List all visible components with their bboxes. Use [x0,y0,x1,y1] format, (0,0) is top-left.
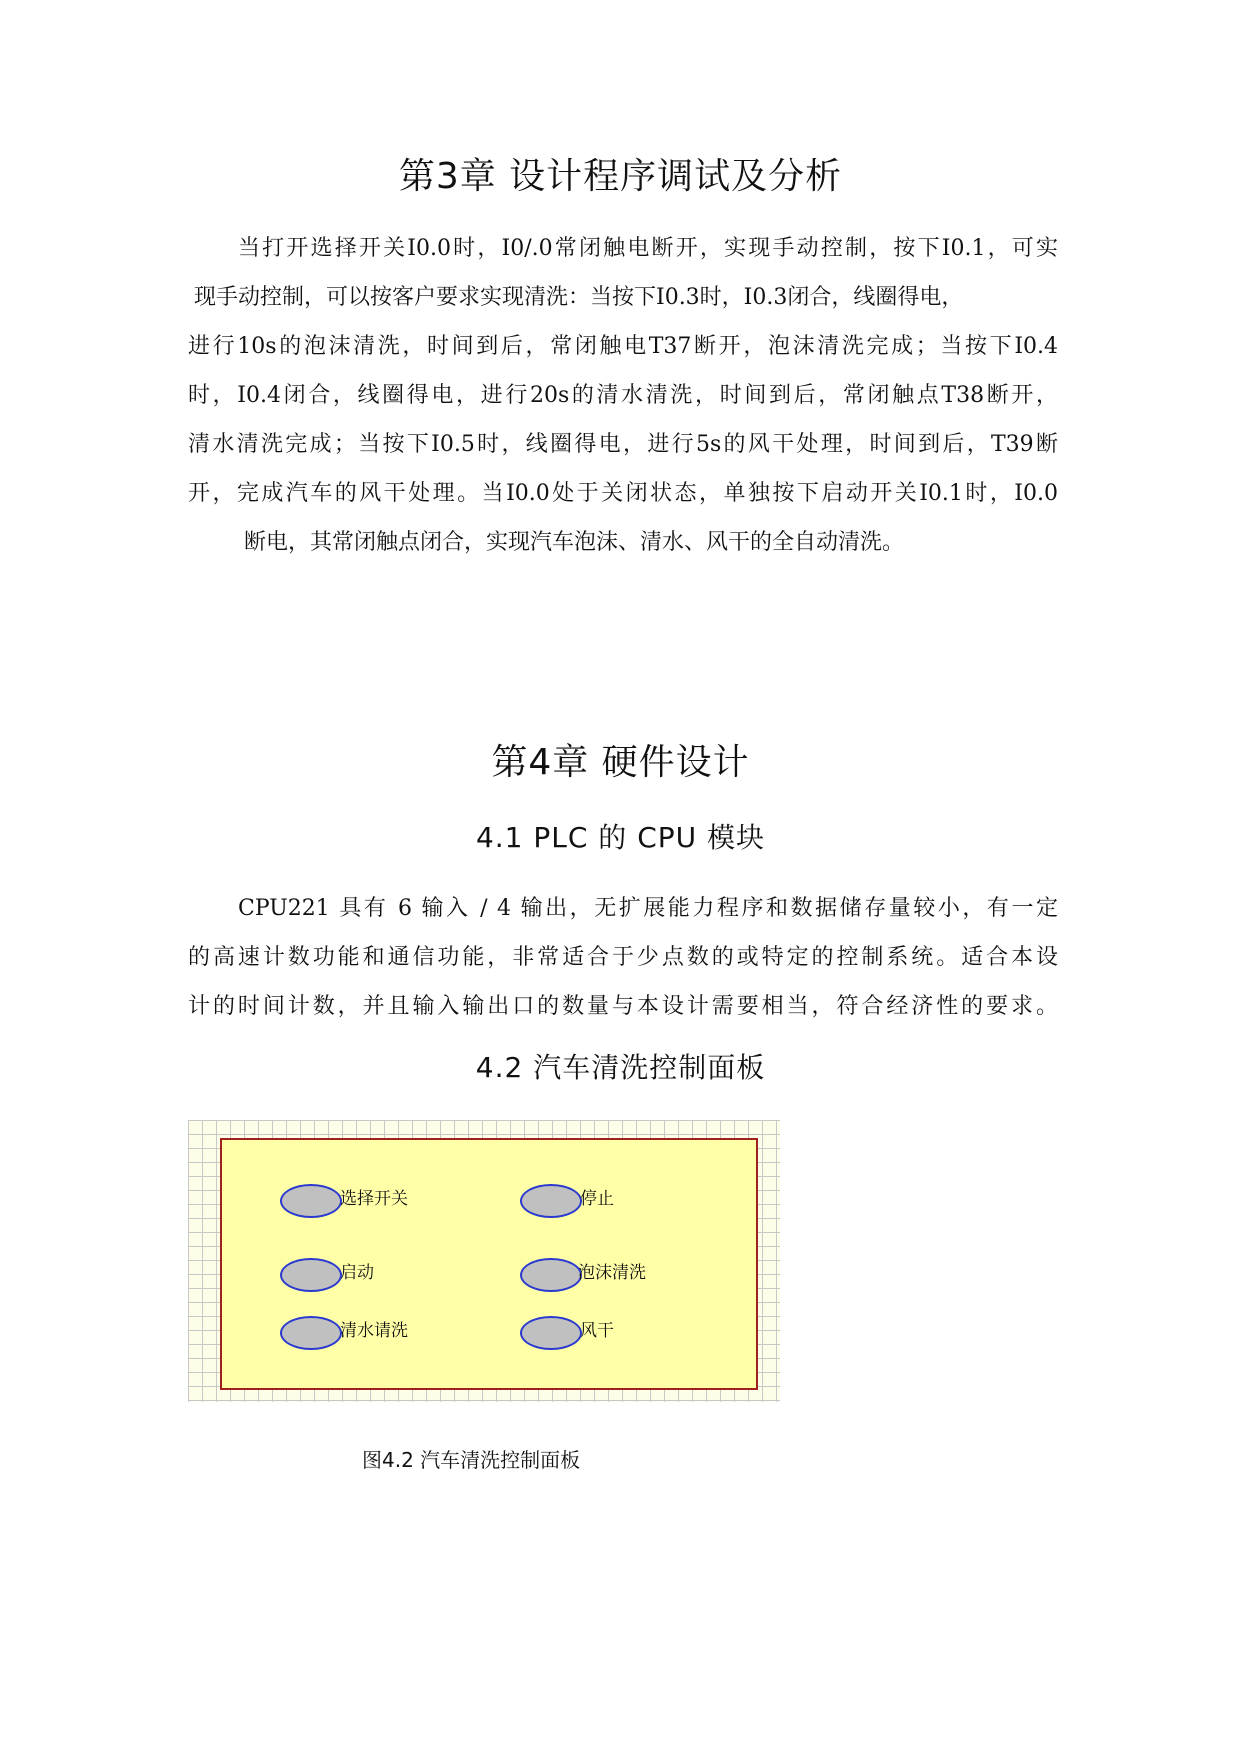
paragraph-line: 断电，其常闭触点闭合，实现汽车泡沫、清水、风干的全自动清洗。 [244,530,905,555]
paragraph-line: 当打开选择开关I0.0时，I0/.0常闭触电断开，实现手动控制，按下I0.1，可实 [238,236,1058,261]
select-switch-label: 选择开关 [340,1189,408,1209]
air-dry-label: 风干 [580,1321,614,1341]
control-panel-board [220,1138,758,1390]
start-label: 启动 [340,1263,374,1283]
select-switch-button [280,1184,342,1218]
water-wash-label: 清水请洗 [340,1321,408,1341]
control-panel-figure [188,1120,780,1402]
figure-caption: 图4.2 汽车清洗控制面板 [362,1448,581,1472]
paragraph-line: 清水清洗完成；当按下I0.5时，线圈得电，进行5s的风干处理，时间到后，T39断 [188,432,1058,457]
section-4-1-title: 4.1 PLC 的 CPU 模块 [475,821,766,854]
start-button [280,1258,342,1292]
paragraph-line: CPU221 具有 6 输入 / 4 输出，无扩展能力程序和数据储存量较小，有一定 [238,896,1058,921]
chapter3-title: 第3章 设计程序调试及分析 [398,156,843,197]
section-4-1-paragraph [188,884,1058,1031]
chapter4-title: 第4章 硬件设计 [491,742,750,783]
water-wash-button [280,1316,342,1350]
paragraph-line: 开，完成汽车的风干处理。当I0.0处于关闭状态，单独按下启动开关I0.1时，I0.0 [188,481,1058,506]
paragraph-line: 时，I0.4闭合，线圈得电，进行20s的清水清洗，时间到后，常闭触点T38断开， [188,383,1058,408]
stop-label: 停止 [580,1189,614,1209]
air-dry-button [520,1316,582,1350]
foam-wash-label: 泡沫清洗 [578,1263,646,1283]
chapter3-paragraph [188,224,1058,567]
paragraph-line: 现手动控制，可以按客户要求实现清洗：当按下I0.3时，I0.3闭合，线圈得电， [194,285,964,310]
section-4-2-title: 4.2 汽车清洗控制面板 [475,1051,766,1084]
paragraph-line: 的高速计数功能和通信功能，非常适合于少点数的或特定的控制系统。适合本设 [188,945,1058,970]
stop-button [520,1184,582,1218]
paragraph-line: 计的时间计数，并且输入输出口的数量与本设计需要相当，符合经济性的要求。 [188,994,1058,1019]
foam-wash-button [520,1258,582,1292]
paragraph-line: 进行10s的泡沫清洗，时间到后，常闭触电T37断开，泡沫清洗完成；当按下I0.4 [188,334,1058,359]
